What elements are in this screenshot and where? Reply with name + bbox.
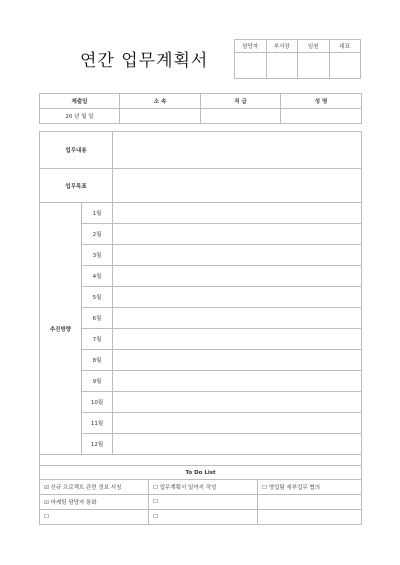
work-content-label: 업무내용 xyxy=(40,132,113,169)
todo-item[interactable]: ☐ xyxy=(149,495,258,510)
month-field[interactable] xyxy=(113,329,362,350)
month-label: 9월 xyxy=(82,371,113,392)
month-label: 12월 xyxy=(82,434,113,455)
todo-item[interactable] xyxy=(258,510,362,525)
approval-sign-executive[interactable] xyxy=(298,53,330,79)
month-label: 8월 xyxy=(82,350,113,371)
todo-item[interactable]: ☐ xyxy=(40,510,149,525)
document-title: 연간 업무계획서 xyxy=(80,51,209,71)
month-field[interactable] xyxy=(113,434,362,455)
todo-item[interactable] xyxy=(258,495,362,510)
todo-title: To Do List xyxy=(40,466,362,480)
header-name: 성 명 xyxy=(281,94,362,109)
header-position: 직 급 xyxy=(201,94,281,109)
month-field[interactable] xyxy=(113,308,362,329)
approval-label-manager: 담당자 xyxy=(235,40,267,53)
month-field[interactable] xyxy=(113,371,362,392)
header-submit-date: 제출일 xyxy=(40,94,120,109)
work-content-field[interactable] xyxy=(113,132,362,169)
header-department: 소 속 xyxy=(120,94,201,109)
approval-table xyxy=(234,39,361,79)
month-label: 2월 xyxy=(82,224,113,245)
month-label: 11월 xyxy=(82,413,113,434)
month-field[interactable] xyxy=(113,245,362,266)
approval-sign-department-head[interactable] xyxy=(266,53,298,79)
direction-label: 추진방향 xyxy=(40,203,82,455)
work-goal-label: 업무목표 xyxy=(40,169,113,203)
month-field[interactable] xyxy=(113,224,362,245)
spacer-row xyxy=(40,455,362,466)
position-field[interactable] xyxy=(201,109,281,124)
month-field[interactable] xyxy=(113,392,362,413)
approval-sign-ceo[interactable] xyxy=(329,53,361,79)
name-field[interactable] xyxy=(281,109,362,124)
approval-sign-manager[interactable] xyxy=(235,53,267,79)
info-table xyxy=(39,93,362,124)
month-field[interactable] xyxy=(113,266,362,287)
month-label: 1월 xyxy=(82,203,113,224)
month-field[interactable] xyxy=(113,413,362,434)
todo-item[interactable]: ☑ 마케팅 담당자 통화 xyxy=(40,495,149,510)
month-field[interactable] xyxy=(113,287,362,308)
department-field[interactable] xyxy=(120,109,201,124)
plan-table xyxy=(39,131,362,525)
approval-label-ceo: 대표 xyxy=(329,40,361,53)
month-label: 6월 xyxy=(82,308,113,329)
work-goal-field[interactable] xyxy=(113,169,362,203)
month-label: 7월 xyxy=(82,329,113,350)
todo-item[interactable]: ☐ 업무계획서 일까지 작성 xyxy=(149,480,258,495)
approval-label-executive: 임원 xyxy=(298,40,330,53)
todo-item[interactable]: ☐ 영업팀 세부업무 협의 xyxy=(258,480,362,495)
month-label: 5월 xyxy=(82,287,113,308)
month-label: 3월 xyxy=(82,245,113,266)
month-label: 4월 xyxy=(82,266,113,287)
month-label: 10월 xyxy=(82,392,113,413)
submit-date-field[interactable]: 20 년 월 일 xyxy=(40,109,120,124)
month-field[interactable] xyxy=(113,350,362,371)
todo-item[interactable]: ☐ xyxy=(149,510,258,525)
month-field[interactable] xyxy=(113,203,362,224)
approval-label-department-head: 부서장 xyxy=(266,40,298,53)
todo-item[interactable]: ☑ 신규 프로젝트 관련 정보 서칭 xyxy=(40,480,149,495)
